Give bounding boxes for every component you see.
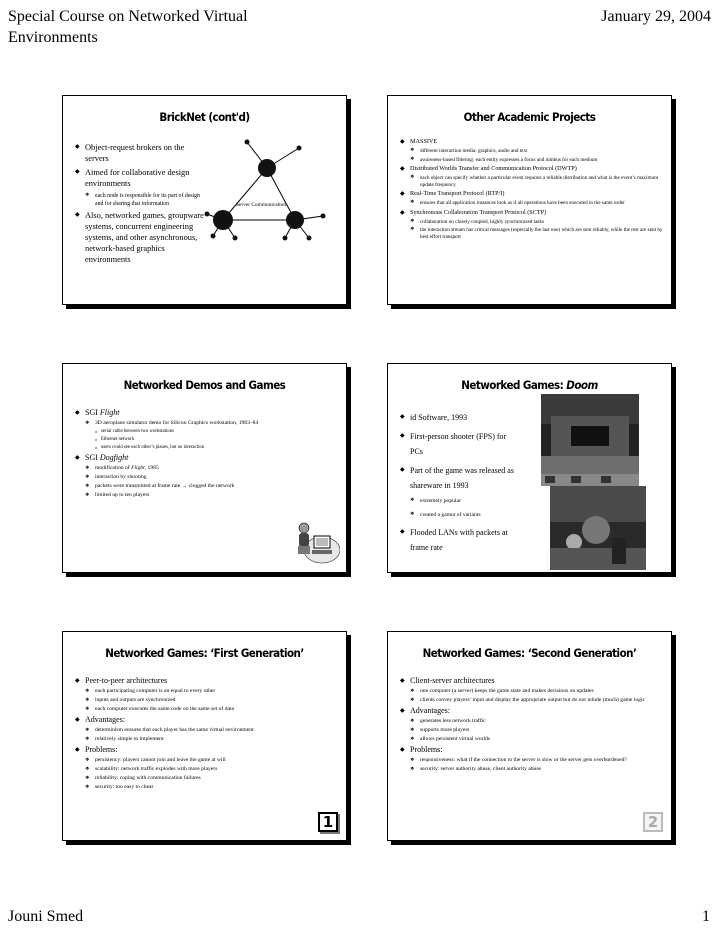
diagram-label: Server Communication xyxy=(235,202,287,208)
list-item: ❖ persistency: players cannot join and leave the game at will xyxy=(85,757,338,764)
list-item: o users could see each other’s planes, but no interaction xyxy=(95,445,338,451)
list-item: ◆ Client-server architectures xyxy=(400,676,663,686)
list-item: o serial cable between two workstations xyxy=(95,429,338,435)
list-item: ◆ First-person shooter (FPS) for PCs xyxy=(400,429,521,459)
slide-networked-demos-games xyxy=(62,363,347,573)
list-item: ◆ id Software, 1993 xyxy=(400,410,521,425)
list-item: ❖ collaboration on closely coupled, highly synchronized tasks xyxy=(410,219,663,226)
list-item: ◆ Problems: xyxy=(400,745,663,755)
list-item: ❖ reliability: coping with communication failures xyxy=(85,775,338,782)
list-item: ❖ responsiveness: what if the connection to the server is slow or the server gets overburdened? xyxy=(410,757,663,764)
list-item: ◆ SGI Dogfight xyxy=(75,453,338,463)
author: Jouni Smed xyxy=(8,908,84,925)
slide-title: Other Academic Projects xyxy=(463,110,596,124)
list-item: ❖ each participating computer is an equal to every other xyxy=(85,688,338,695)
list-item: ◆ MASSIVE xyxy=(400,138,663,146)
slide-title: Networked Games: Doom xyxy=(461,378,598,392)
doom-screenshot-1 xyxy=(541,394,639,486)
slide-second-generation xyxy=(387,631,672,841)
slide-title: BrickNet (cont'd) xyxy=(159,110,250,124)
generation-2-badge: 2 xyxy=(643,812,663,832)
date: January 29, 2004 xyxy=(601,8,711,25)
list-item: ❖ one computer (a server) keeps the game state and makes decisions on updates xyxy=(410,688,663,695)
slide-doom xyxy=(387,363,672,573)
list-item: ❖ scalability: network traffic explodes with more players xyxy=(85,766,338,773)
list-item: ❖ extremely popular xyxy=(410,497,521,505)
list-item: ❖ 3D aeroplane simulator demo for Silicon Graphics workstation, 1983–84 xyxy=(85,420,338,427)
slide-other-academic-projects xyxy=(387,95,672,305)
list-item: ◆ Also, networked games, groupware systems, concurrent engineering systems, and other asynchronous, network-based graphics environments xyxy=(75,210,206,265)
list-item: ◆ Part of the game was released as shareware in 1993 xyxy=(400,463,521,493)
list-item: ❖ interaction by shooting xyxy=(85,474,338,481)
list-item: ❖ allows persistent virtual worlds xyxy=(410,736,663,743)
list-item: ❖ the interaction stream has critical messages (especially the last one) which are sent reliably, while the rest are sent by best effort transport xyxy=(410,227,663,240)
course-title: Special Course on Networked Virtual Environments xyxy=(8,8,248,46)
list-item: ❖ ensures that all application instances look as if all operations have been executed in the same order xyxy=(410,200,663,207)
list-item: ❖ awareness-based filtering: each entity expresses a focus and nimbus for each medium xyxy=(410,157,663,164)
list-item: ❖ modification of Flight, 1985 xyxy=(85,465,338,472)
list-item: ◆ Aimed for collaborative design environments xyxy=(75,167,206,189)
list-item: ❖ limited up to ten players xyxy=(85,492,338,499)
page-number: 1 xyxy=(702,908,710,925)
list-item: ❖ created a gamut of variants xyxy=(410,511,521,519)
doom-screenshot-2 xyxy=(550,486,646,570)
list-item: ❖ generates less network traffic xyxy=(410,718,663,725)
list-item: ❖ each node is responsible for its part of design and for sharing that information xyxy=(85,192,206,208)
list-item: ◆ Distributed Worlds Transfer and Communication Protocol (DWTP) xyxy=(400,165,663,173)
list-item: ❖ inputs and outputs are synchronized xyxy=(85,697,338,704)
list-item: ❖ determinism ensures that each player has the same virtual environment xyxy=(85,727,338,734)
list-item: ❖ security: server authority abuse, client authority abuse xyxy=(410,766,663,773)
list-item: ◆ Real-Time Transport Protocol (RTP/I) xyxy=(400,190,663,198)
list-item: ❖ packets were transmitted at frame rate → clogged the network xyxy=(85,483,338,490)
list-item: ❖ each object can specify whether a particular event requires a reliable distribution and what is the event’s maximum update frequency xyxy=(410,175,663,188)
computer-user-clipart xyxy=(292,520,340,564)
list-item: o Ethernet network xyxy=(95,437,338,443)
slide-bricknet xyxy=(62,95,347,305)
list-item: ◆ Flooded LANs with packets at frame rate xyxy=(400,525,521,555)
list-item: ❖ supports more players xyxy=(410,727,663,734)
list-item: ❖ different interaction media: graphics, audio and text xyxy=(410,148,663,155)
generation-1-badge: 1 xyxy=(318,812,338,832)
list-item: ❖ security: too easy to cheat xyxy=(85,784,338,791)
list-item: ◆ Problems: xyxy=(75,745,338,755)
slide-title: Networked Games: ‘First Generation’ xyxy=(105,646,304,660)
list-item: ◆ SGI Flight xyxy=(75,408,338,418)
list-item: ❖ relatively simple to implement xyxy=(85,736,338,743)
list-item: ◆ Synchronous Collaboration Transport Protocol (SCTP) xyxy=(400,209,663,217)
server-network-diagram xyxy=(203,132,343,242)
list-item: ◆ Peer-to-peer architectures xyxy=(75,676,338,686)
list-item: ❖ clients convey players’ input and display the appropriate output but do not inlude (much) game logic xyxy=(410,697,663,704)
list-item: ◆ Advantages: xyxy=(400,706,663,716)
list-item: ◆ Object-request brokers on the servers xyxy=(75,142,206,164)
slide-title: Networked Games: ‘Second Generation’ xyxy=(422,646,637,660)
list-item: ❖ each computer executes the same code on the same set of data xyxy=(85,706,338,713)
slide-title: Networked Demos and Games xyxy=(123,378,286,392)
list-item: ◆ Advantages: xyxy=(75,715,338,725)
slide-first-generation xyxy=(62,631,347,841)
